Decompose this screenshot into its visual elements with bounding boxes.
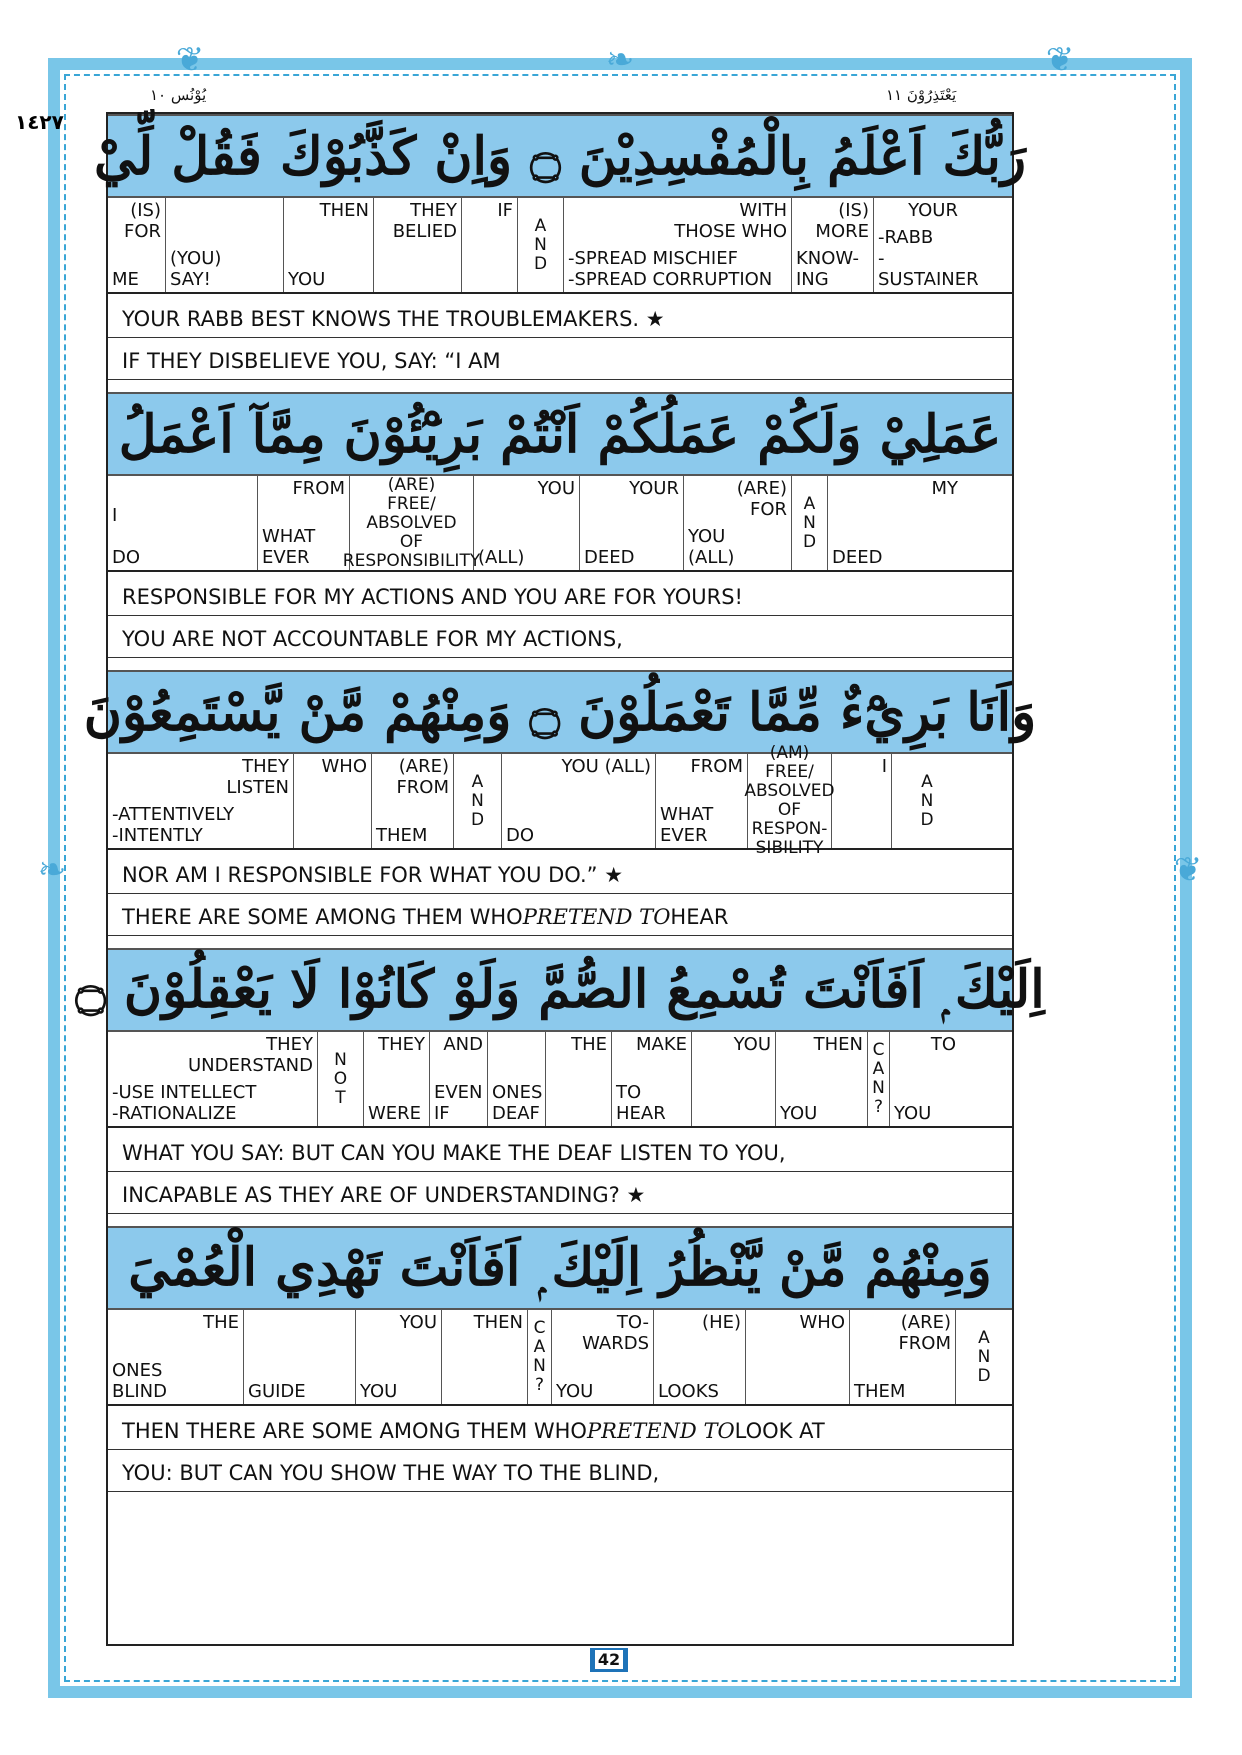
word-meaning-bottom: ME bbox=[112, 269, 139, 290]
word-meaning-text: A N D bbox=[977, 1327, 991, 1386]
word-meaning-top: YOUR bbox=[629, 478, 679, 499]
word-meaning-bottom: LOOKS bbox=[658, 1381, 719, 1402]
word-meaning-bottom: THEM bbox=[376, 825, 428, 846]
word-meaning-bottom: KNOW- ING bbox=[796, 248, 859, 290]
word-meaning-cell bbox=[890, 1032, 960, 1126]
word-meaning-top: IF bbox=[497, 200, 513, 221]
word-meaning-text: A N D bbox=[802, 493, 817, 552]
translation-line: THEN THERE ARE SOME AMONG THEM WHO PRETEND TO LOOK AT bbox=[108, 1404, 1012, 1450]
word-meaning-top: FROM bbox=[690, 756, 743, 777]
word-meaning-cell bbox=[108, 198, 166, 292]
word-meaning-cell bbox=[284, 198, 374, 292]
word-meaning-cell bbox=[356, 1310, 442, 1404]
word-meaning-cell bbox=[744, 754, 835, 858]
word-meaning-cell bbox=[792, 198, 874, 292]
word-meaning-cell bbox=[552, 1310, 654, 1404]
word-meaning-cell bbox=[656, 754, 748, 848]
word-meaning-bottom: WHAT EVER bbox=[262, 526, 316, 568]
word-meaning-text: FREE/ ABSOLVED OF RESPON- SIBILITY bbox=[744, 762, 835, 858]
translation-line: RESPONSIBLE FOR MY ACTIONS AND YOU ARE FOR YOURS! bbox=[108, 570, 1012, 616]
word-meaning-bottom: YOU (ALL) bbox=[688, 526, 735, 568]
word-meaning-cell bbox=[318, 1032, 364, 1126]
word-meaning-top: THEN bbox=[473, 1312, 523, 1333]
word-meaning-grid bbox=[108, 754, 1012, 858]
word-meaning-cell bbox=[462, 198, 518, 292]
word-meaning-top: (IS) FOR bbox=[123, 200, 161, 242]
word-meaning-cell bbox=[364, 1032, 430, 1126]
word-meaning-bottom: GUIDE bbox=[248, 1381, 306, 1402]
word-meaning-text: (ARE) FREE/ ABSOLVED OF RESPONSIBILITY bbox=[342, 474, 481, 571]
word-meaning-bottom: DEED bbox=[832, 547, 883, 568]
page-number: 42 bbox=[590, 1648, 628, 1672]
translation-line: IF THEY DISBELIEVE YOU, SAY: “I AM bbox=[108, 338, 1012, 380]
word-meaning-text: C A N ? bbox=[533, 1318, 546, 1395]
word-meaning-top: YOU bbox=[537, 478, 575, 499]
word-meaning-bottom: WHAT EVER bbox=[660, 804, 714, 846]
word-meaning-cell bbox=[874, 198, 979, 292]
word-meaning-bottom: -RABB -SUSTAINER bbox=[878, 227, 979, 290]
word-meaning-cell bbox=[108, 754, 294, 848]
word-meaning-cell bbox=[430, 1032, 488, 1126]
word-meaning-cell bbox=[108, 476, 258, 570]
word-meaning-bottom: YOU bbox=[360, 1381, 398, 1402]
arabic-verse-line: عَمَلِيْ وَلَكُمْ عَمَلُكُمْ اَنْتُمْ بَرِيْٓئُوْنَ مِمَّآ اَعْمَلُ bbox=[108, 392, 1012, 476]
word-meaning-top: MY bbox=[931, 478, 958, 499]
word-meaning-text: N O T bbox=[333, 1049, 348, 1108]
word-meaning-cell bbox=[746, 1310, 850, 1404]
word-meaning-top: THEN bbox=[319, 200, 369, 221]
word-meaning-bottom: (ALL) bbox=[478, 547, 525, 568]
word-meaning-bottom: WERE bbox=[368, 1103, 422, 1124]
word-meaning-text: A N D bbox=[470, 771, 485, 830]
word-meaning-cell bbox=[258, 476, 350, 570]
word-meaning-cell bbox=[776, 1032, 868, 1126]
word-meaning-cell bbox=[528, 1310, 552, 1404]
word-meaning-top: WHO bbox=[799, 1312, 845, 1333]
flourish-icon: ❧ bbox=[605, 40, 635, 80]
word-meaning-top: YOU bbox=[399, 1312, 437, 1333]
translation-line: YOU: BUT CAN YOU SHOW THE WAY TO THE BLIND, bbox=[108, 1450, 1012, 1492]
word-meaning-cell bbox=[108, 1032, 318, 1126]
translation-line: INCAPABLE AS THEY ARE OF UNDERSTANDING? ★ bbox=[108, 1172, 1012, 1214]
word-meaning-top: THEY bbox=[378, 1034, 425, 1055]
word-meaning-top: I bbox=[881, 756, 887, 777]
word-meaning-bottom: DEED bbox=[584, 547, 635, 568]
word-meaning-top: THE bbox=[203, 1312, 239, 1333]
surah-name-right: يَعْتَذِرُوْنَ ١١ bbox=[886, 86, 957, 104]
word-meaning-top: YOUR bbox=[908, 200, 958, 221]
word-meaning-cell bbox=[294, 754, 372, 848]
word-meaning-bottom: YOU bbox=[894, 1103, 932, 1124]
word-meaning-top: (IS) MORE bbox=[815, 200, 869, 242]
word-meaning-cell bbox=[892, 754, 962, 848]
flourish-icon: ❦ bbox=[1045, 40, 1075, 80]
word-meaning-top: THE bbox=[571, 1034, 607, 1055]
side-page-number: ١٤٢٧ bbox=[15, 110, 64, 134]
word-meaning-cell bbox=[612, 1032, 692, 1126]
word-meaning-text: A N D bbox=[533, 215, 548, 274]
word-meaning-cell bbox=[442, 1310, 528, 1404]
word-meaning-cell bbox=[684, 476, 792, 570]
word-meaning-cell bbox=[454, 754, 502, 848]
word-meaning-cell bbox=[108, 1310, 244, 1404]
word-meaning-bottom: I DO bbox=[112, 505, 141, 568]
translation-line: YOUR RABB BEST KNOWS THE TROUBLEMAKERS. ★ bbox=[108, 292, 1012, 338]
word-meaning-bottom: THEM bbox=[854, 1381, 906, 1402]
word-meaning-grid bbox=[108, 476, 1012, 572]
word-meaning-grid bbox=[108, 198, 1012, 294]
word-meaning-top: YOU bbox=[733, 1034, 771, 1055]
word-meaning-top: MAKE bbox=[635, 1034, 687, 1055]
word-meaning-top: THEY LISTEN bbox=[226, 756, 289, 798]
word-meaning-cell bbox=[850, 1310, 956, 1404]
word-meaning-bottom: (YOU) SAY! bbox=[170, 248, 222, 290]
word-meaning-cell bbox=[518, 198, 564, 292]
flourish-icon: ❧ bbox=[37, 850, 67, 890]
word-meaning-cell bbox=[474, 476, 580, 570]
translation-line: THERE ARE SOME AMONG THEM WHO PRETEND TO HEAR bbox=[108, 894, 1012, 936]
word-meaning-cell bbox=[564, 198, 792, 292]
word-meaning-bottom: -SPREAD MISCHIEF -SPREAD CORRUPTION bbox=[568, 248, 773, 290]
word-meaning-cell bbox=[374, 198, 462, 292]
word-meaning-cell bbox=[546, 1032, 612, 1126]
translation-line: NOR AM I RESPONSIBLE FOR WHAT YOU DO.” ★ bbox=[108, 848, 1012, 894]
word-meaning-top: (ARE) FOR bbox=[736, 478, 787, 520]
word-meaning-top: THEN bbox=[813, 1034, 863, 1055]
word-meaning-top: TO- WARDS bbox=[582, 1312, 649, 1354]
word-meaning-bottom: EVEN IF bbox=[434, 1082, 483, 1124]
flourish-icon: ❦ bbox=[1173, 850, 1203, 890]
word-meaning-top: FROM bbox=[292, 478, 345, 499]
word-meaning-top: TO bbox=[930, 1034, 956, 1055]
word-meaning-top: THEY UNDERSTAND bbox=[187, 1034, 313, 1076]
word-meaning-cell bbox=[956, 1310, 1012, 1404]
word-meaning-top: WITH THOSE WHO bbox=[674, 200, 787, 242]
word-meaning-cell bbox=[244, 1310, 356, 1404]
word-meaning-cell bbox=[166, 198, 284, 292]
word-meaning-top: THEY BELIED bbox=[392, 200, 457, 242]
word-meaning-cell bbox=[692, 1032, 776, 1126]
translation-line: WHAT YOU SAY: BUT CAN YOU MAKE THE DEAF LISTEN TO YOU, bbox=[108, 1126, 1012, 1172]
word-meaning-cell bbox=[488, 1032, 546, 1126]
translation-line: YOU ARE NOT ACCOUNTABLE FOR MY ACTIONS, bbox=[108, 616, 1012, 658]
arabic-verse-line: رَبُّكَ اَعْلَمُ بِالْمُفْسِدِيْنَ ۝ وَاِنْ كَذَّبُوْكَ فَقُلْ لِّيْ bbox=[108, 114, 1012, 198]
word-meaning-cell bbox=[832, 754, 892, 848]
word-meaning-bottom: -USE INTELLECT -RATIONALIZE bbox=[112, 1082, 257, 1124]
flourish-icon: ❦ bbox=[175, 40, 205, 80]
word-meaning-cell bbox=[580, 476, 684, 570]
arabic-verse-line: وَمِنْهُمْ مَّنْ يَّنْظُرُ اِلَيْكَ ۭ اَفَاَنْتَ تَهْدِي الْعُمْيَ bbox=[108, 1226, 1012, 1310]
word-meaning-bottom: YOU bbox=[556, 1381, 594, 1402]
word-meaning-bottom: DO bbox=[506, 825, 535, 846]
word-meaning-cell bbox=[868, 1032, 890, 1126]
word-meaning-cell bbox=[654, 1310, 746, 1404]
word-meaning-top: WHO bbox=[321, 756, 367, 777]
word-meaning-top: YOU (ALL) bbox=[561, 756, 651, 777]
verse-content bbox=[75, 112, 1045, 1646]
word-meaning-cell bbox=[372, 754, 454, 848]
word-meaning-cell bbox=[828, 476, 962, 570]
word-meaning-top: (HE) bbox=[702, 1312, 741, 1333]
arabic-verse-line: اِلَيْكَ ۭ اَفَاَنْتَ تُسْمِعُ الصُّمَّ وَلَوْ كَانُوْا لَا يَعْقِلُوْنَ ۝ bbox=[108, 948, 1012, 1032]
word-meaning-cell bbox=[502, 754, 656, 848]
word-meaning-text: C A N ? bbox=[872, 1040, 885, 1117]
surah-name-left: يُوْنُس ١٠ bbox=[150, 86, 207, 104]
word-meaning-cell bbox=[792, 476, 828, 570]
word-meaning-bottom: ONES DEAF bbox=[492, 1082, 543, 1124]
word-meaning-bottom: YOU bbox=[780, 1103, 818, 1124]
arabic-verse-line: وَاَنَا بَرِيْٓءٌ مِّمَّا تَعْمَلُوْنَ ۝ وَمِنْهُمْ مَّنْ يَّسْتَمِعُوْنَ bbox=[108, 670, 1012, 754]
word-meaning-text: A N D bbox=[920, 771, 934, 830]
word-meaning-bottom: YOU bbox=[288, 269, 326, 290]
word-meaning-grid bbox=[108, 1310, 1012, 1406]
word-meaning-bottom: -ATTENTIVELY -INTENTLY bbox=[112, 804, 235, 846]
word-meaning-bottom: ONES BLIND bbox=[112, 1360, 168, 1402]
word-meaning-top: AND bbox=[443, 1034, 483, 1055]
word-meaning-top: (ARE) FROM bbox=[898, 1312, 951, 1354]
word-meaning-cell bbox=[342, 474, 481, 571]
word-meaning-bottom: TO HEAR bbox=[616, 1082, 666, 1124]
word-meaning-top: (ARE) FROM bbox=[396, 756, 449, 798]
word-meaning-grid bbox=[108, 1032, 1012, 1128]
